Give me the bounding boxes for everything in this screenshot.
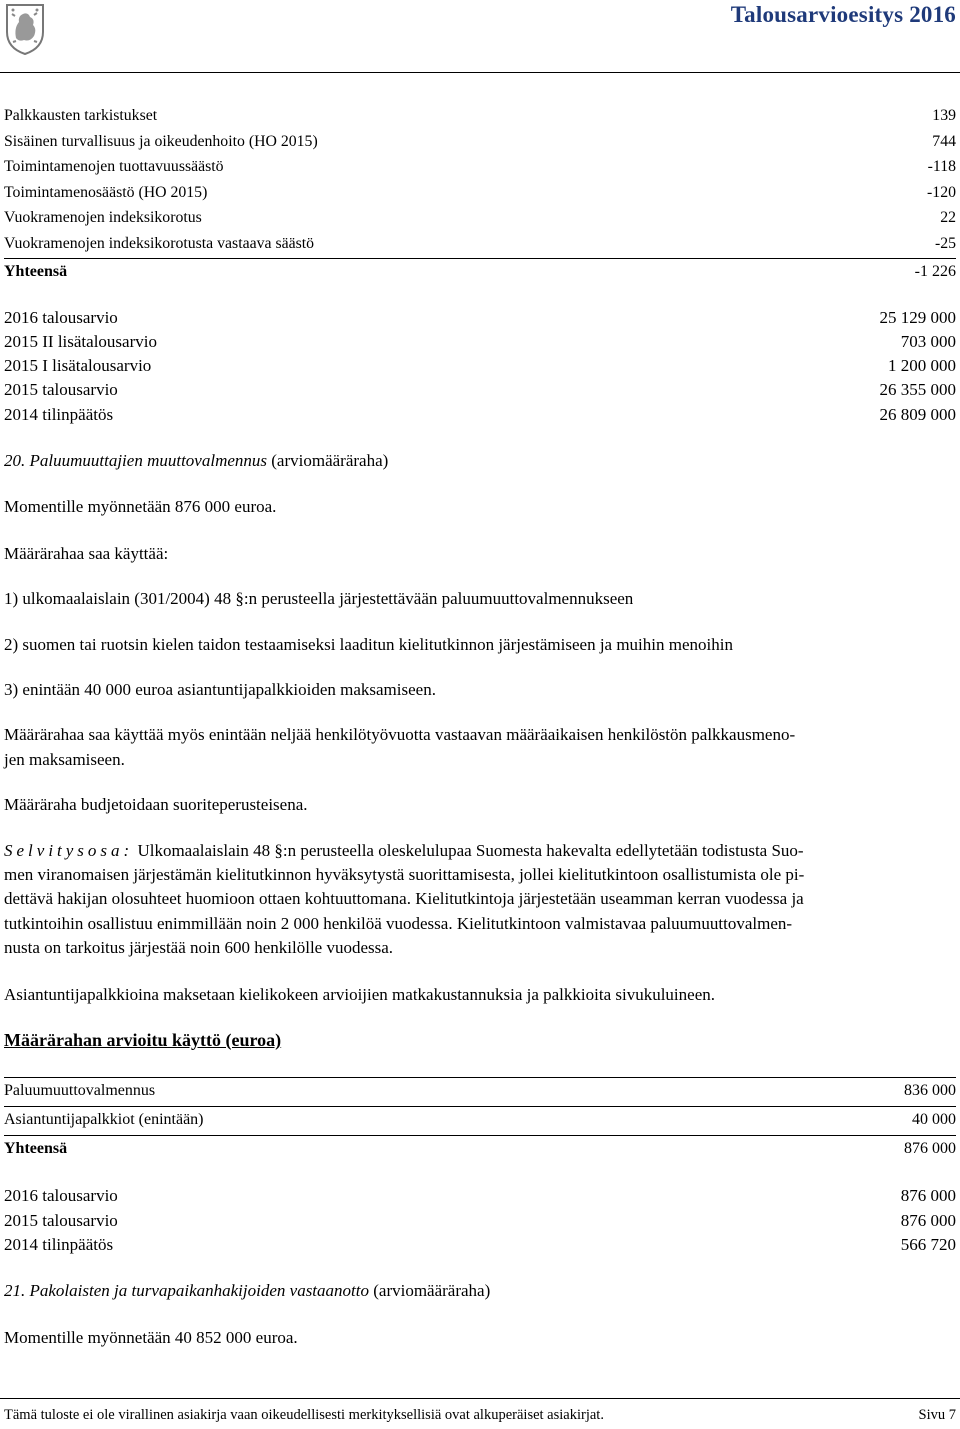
usage-item-3: 3) enintään 40 000 euroa asiantuntijapalkkioiden maksamiseen. [4,680,436,700]
usage-table-title: Määrärahan arvioitu käyttö (euroa) [4,1030,282,1051]
table-row: Asiantuntijapalkkiot (enintään) 40 000 [4,1111,956,1129]
table-total-row: Yhteensä -1 226 [4,263,956,280]
changes-table [4,103,956,285]
header-divider [0,72,960,73]
table-row: 2015 II lisätalousarvio 703 000 [4,331,956,351]
table-row: Toimintamenosäästö (HO 2015) -120 [4,183,956,201]
usage-item-1: 1) ulkomaalaislain (301/2004) 48 §:n perusteella järjestettävään paluumuuttovalmennukseen [4,589,634,609]
usage-intro: Määrärahaa saa käyttää: [4,543,169,563]
table-row: 2015 I lisätalousarvio 1 200 000 [4,356,956,376]
table-row: Vuokramenojen indeksikorotusta vastaava säästö -25 [4,234,956,252]
table-row: 2015 talousarvio 876 000 [4,1210,956,1230]
table-total-row: Yhteensä 876 000 [4,1140,956,1158]
table-row: 2016 talousarvio 25 129 000 [4,307,956,327]
usage-extra: Määrärahaa saa käyttää myös enintään neljää henkilötyövuotta vastaavan määräaikaisen henkilöstön palkkausmeno- jen maksamiseen. [4,725,796,769]
page-header [0,0,960,74]
table-row: Sisäinen turvallisuus ja oikeudenhoito (HO 2015) 744 [4,132,956,150]
table-row: 2014 tilinpäätös 26 809 000 [4,404,956,424]
page-footer [0,1398,960,1424]
budget-basis: Määräraha budjetoidaan suoriteperusteisena. [4,795,308,815]
table-row: Vuokramenojen indeksikorotus 22 [4,209,956,226]
section-20-grant: Momentille myönnetään 876 000 euroa. [4,497,277,517]
budget-history-table [4,306,956,427]
table-row: Paluumuuttovalmennus 836 000 [4,1082,956,1100]
footer-disclaimer: Tämä tuloste ei ole virallinen asiakirja vaan oikeudellisesti merkityksellisiä ovat alkuperäiset asiakirjat. [4,1407,604,1423]
section-21-grant: Momentille myönnetään 40 852 000 euroa. [4,1327,298,1347]
explanation-paragraph: Selvitysosa: Ulkomaalaislain 48 §:n perusteella oleskelulupaa Suomesta hakevalta edellytetään todistusta Suo- men viranomaisen järjestämän kielitutkinnon hyväksytystä suorittamisesta, jollei kielitutkintoon osallistumista ole pi- dettävä hakijan olosuhteet huomioon ottaen kohtuuttomana. Kielitutkintoja järjestetään useamman kerran vuodessa ja tutkintoihin osallistuu enimmillään noin 2 000 henkilöä vuodessa. Kielitutkintoon valmistavaa paluumuuttovalmen- nusta on tarkoitus järjestää noin 600 henkilölle vuodessa. [4,840,805,958]
fees-paragraph: Asiantuntijapalkkioina maksetaan kielikokeen arvioijien matkakustannuksia ja palkkioita sivukuluineen. [4,984,715,1004]
document-title: Talousarvioesitys 2016 [730,2,956,27]
table-row: Palkkausten tarkistukset 139 [4,107,956,124]
explanation-label: Selvitysosa: [4,840,134,860]
coat-of-arms-icon [4,2,46,56]
section-20-history-table [4,1184,956,1257]
usage-item-2: 2) suomen tai ruotsin kielen taidon testaamiseksi laaditun kielitutkinnon järjestämiseen ja muihin menoihin [4,634,733,654]
table-row: Toimintamenojen tuottavuussäästö -118 [4,158,956,175]
table-row: 2015 talousarvio 26 355 000 [4,380,956,400]
main-content [4,103,956,1350]
usage-table [4,1077,956,1162]
section-20-heading: 20. Paluumuuttajien muuttovalmennus (arviomääräraha) [4,450,389,470]
section-21-heading: 21. Pakolaisten ja turvapaikanhakijoiden vastaanotto (arviomääräraha) [4,1281,491,1301]
table-row: 2014 tilinpäätös 566 720 [4,1235,956,1255]
table-row: 2016 talousarvio 876 000 [4,1186,956,1206]
page-number: Sivu 7 [918,1407,956,1423]
